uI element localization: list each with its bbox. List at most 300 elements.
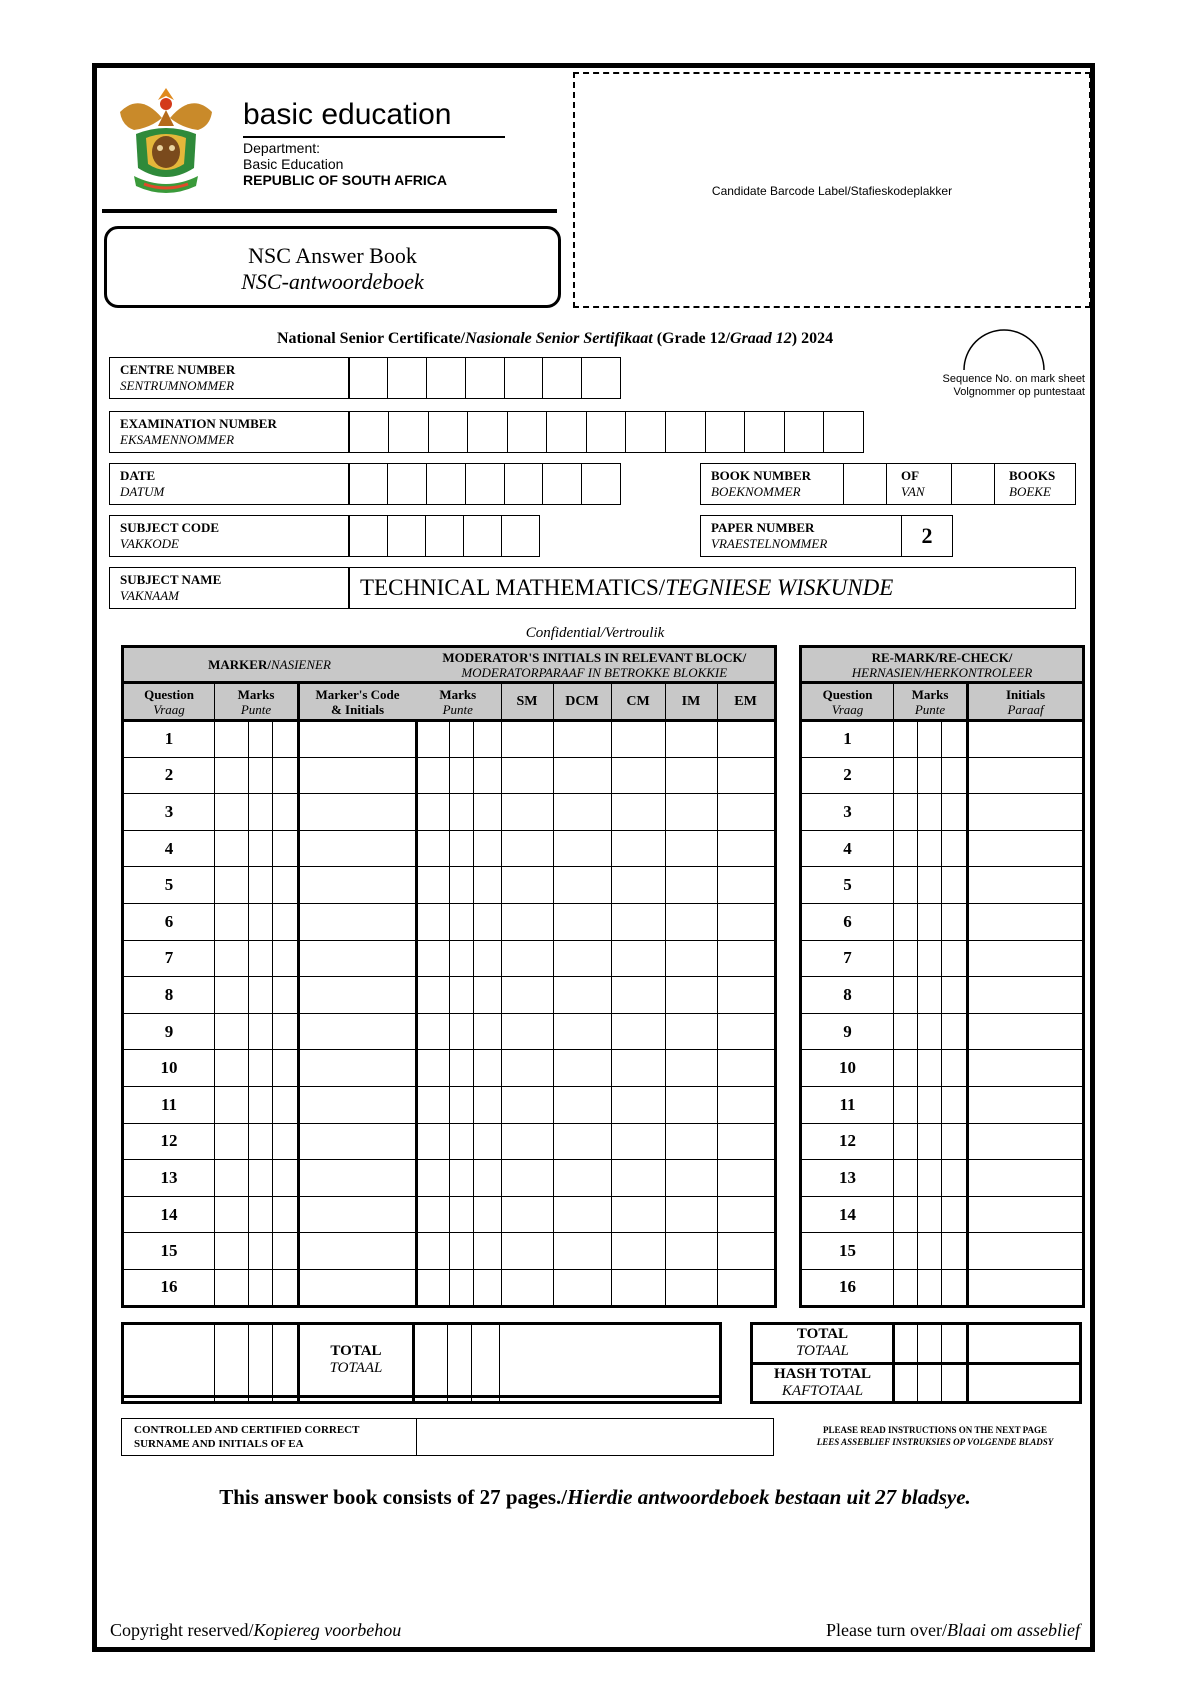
marks-cell[interactable] (249, 794, 273, 831)
moderator-initials-cell[interactable] (717, 977, 775, 1014)
moderator-marks-cell[interactable] (449, 1160, 473, 1197)
exam-digit[interactable] (626, 412, 666, 453)
remark-marks-cell[interactable] (942, 794, 968, 831)
marks-cell[interactable] (249, 1013, 273, 1050)
marks-cell[interactable] (273, 1160, 299, 1197)
marks-cell[interactable] (215, 1233, 249, 1270)
remark-marks-cell[interactable] (894, 977, 918, 1014)
remark-marks-cell[interactable] (942, 1160, 968, 1197)
remark-marks-cell[interactable] (918, 977, 942, 1014)
remark-marks-cell[interactable] (918, 1196, 942, 1233)
moderator-initials-cell[interactable] (665, 721, 717, 758)
moderator-initials-cell[interactable] (611, 1196, 665, 1233)
marks-cell[interactable] (215, 757, 249, 794)
marks-cell[interactable] (273, 903, 299, 940)
marks-cell[interactable] (273, 757, 299, 794)
remark-marks-cell[interactable] (942, 721, 968, 758)
moderator-initials-cell[interactable] (553, 903, 611, 940)
marks-cell[interactable] (273, 830, 299, 867)
moderator-initials-cell[interactable] (553, 830, 611, 867)
moderator-marks-cell[interactable] (415, 1123, 449, 1160)
remark-marks-cell[interactable] (942, 1233, 968, 1270)
barcode-label-box[interactable] (573, 72, 1091, 308)
marker-code-cell[interactable] (299, 867, 417, 904)
moderator-initials-cell[interactable] (717, 1013, 775, 1050)
moderator-initials-cell[interactable] (611, 867, 665, 904)
date-digit[interactable] (465, 464, 504, 505)
marks-cell[interactable] (273, 794, 299, 831)
moderator-marks-cell[interactable] (449, 903, 473, 940)
remark-marks-cell[interactable] (918, 1269, 942, 1306)
moderator-marks-cell[interactable] (473, 1233, 501, 1270)
marks-cell[interactable] (249, 1269, 273, 1306)
remark-initials-cell[interactable] (968, 940, 1084, 977)
marks-cell[interactable] (215, 1050, 249, 1087)
marks-cell[interactable] (249, 757, 273, 794)
remark-initials-cell[interactable] (968, 794, 1084, 831)
moderator-marks-cell[interactable] (473, 830, 501, 867)
moderator-initials-cell[interactable] (717, 1160, 775, 1197)
date-digit[interactable] (582, 464, 621, 505)
remark-initials-cell[interactable] (968, 1123, 1084, 1160)
centre-digit[interactable] (465, 358, 504, 399)
moderator-marks-cell[interactable] (415, 1233, 449, 1270)
moderator-initials-cell[interactable] (501, 1233, 553, 1270)
moderator-initials-cell[interactable] (611, 1050, 665, 1087)
remark-marks-cell[interactable] (918, 1233, 942, 1270)
remark-initials-cell[interactable] (968, 1013, 1084, 1050)
moderator-marks-cell[interactable] (449, 940, 473, 977)
moderator-marks-cell[interactable] (449, 867, 473, 904)
moderator-initials-cell[interactable] (501, 1086, 553, 1123)
marks-cell[interactable] (249, 1086, 273, 1123)
centre-digit[interactable] (427, 358, 466, 399)
marks-cell[interactable] (215, 940, 249, 977)
marks-cell[interactable] (215, 1013, 249, 1050)
total-cell[interactable] (273, 1324, 299, 1397)
remark-initials-cell[interactable] (968, 1086, 1084, 1123)
moderator-initials-cell[interactable] (553, 1050, 611, 1087)
total-cell[interactable] (500, 1324, 721, 1397)
marks-cell[interactable] (215, 1123, 249, 1160)
remark-marks-cell[interactable] (894, 1233, 918, 1270)
marker-code-cell[interactable] (299, 757, 417, 794)
ea-signature-field[interactable] (417, 1419, 774, 1456)
remark-marks-cell[interactable] (894, 1013, 918, 1050)
centre-digit[interactable] (349, 358, 388, 399)
moderator-initials-cell[interactable] (611, 1160, 665, 1197)
exam-digit[interactable] (824, 412, 864, 453)
moderator-initials-cell[interactable] (501, 830, 553, 867)
moderator-marks-cell[interactable] (473, 1269, 501, 1306)
exam-digit[interactable] (784, 412, 824, 453)
moderator-initials-cell[interactable] (717, 1050, 775, 1087)
remark-marks-cell[interactable] (918, 1160, 942, 1197)
marker-code-cell[interactable] (299, 977, 417, 1014)
moderator-marks-cell[interactable] (449, 1123, 473, 1160)
marks-cell[interactable] (249, 903, 273, 940)
marks-cell[interactable] (273, 1196, 299, 1233)
moderator-marks-cell[interactable] (449, 977, 473, 1014)
moderator-initials-cell[interactable] (717, 1086, 775, 1123)
marks-cell[interactable] (273, 1233, 299, 1270)
remark-marks-cell[interactable] (894, 903, 918, 940)
moderator-marks-cell[interactable] (449, 794, 473, 831)
marks-cell[interactable] (249, 1123, 273, 1160)
moderator-initials-cell[interactable] (553, 757, 611, 794)
remark-marks-cell[interactable] (918, 940, 942, 977)
subject-code-digit[interactable] (349, 516, 387, 557)
exam-digit[interactable] (745, 412, 785, 453)
moderator-initials-cell[interactable] (553, 940, 611, 977)
moderator-initials-cell[interactable] (553, 1196, 611, 1233)
marks-cell[interactable] (215, 1269, 249, 1306)
date-digit[interactable] (504, 464, 543, 505)
moderator-marks-cell[interactable] (449, 1013, 473, 1050)
total-cell[interactable] (215, 1324, 249, 1397)
remark-marks-cell[interactable] (942, 1086, 968, 1123)
date-digit[interactable] (349, 464, 388, 505)
remark-marks-cell[interactable] (918, 830, 942, 867)
marks-cell[interactable] (215, 1160, 249, 1197)
remark-marks-cell[interactable] (918, 1013, 942, 1050)
moderator-initials-cell[interactable] (501, 1013, 553, 1050)
marks-cell[interactable] (215, 1086, 249, 1123)
remark-marks-cell[interactable] (894, 940, 918, 977)
marks-cell[interactable] (215, 794, 249, 831)
moderator-initials-cell[interactable] (717, 940, 775, 977)
marks-cell[interactable] (249, 940, 273, 977)
marks-cell[interactable] (273, 1050, 299, 1087)
moderator-marks-cell[interactable] (473, 1086, 501, 1123)
moderator-initials-cell[interactable] (553, 1233, 611, 1270)
moderator-initials-cell[interactable] (717, 1233, 775, 1270)
subject-name-value[interactable]: TECHNICAL MATHEMATICS/TEGNIESE WISKUNDE (349, 568, 1076, 609)
remark-marks-cell[interactable] (894, 1196, 918, 1233)
remark-marks-cell[interactable] (918, 903, 942, 940)
moderator-marks-cell[interactable] (473, 940, 501, 977)
moderator-initials-cell[interactable] (501, 903, 553, 940)
marks-cell[interactable] (273, 977, 299, 1014)
moderator-initials-cell[interactable] (501, 1269, 553, 1306)
remark-marks-cell[interactable] (894, 794, 918, 831)
remark-initials-cell[interactable] (968, 830, 1084, 867)
subject-code-digit[interactable] (387, 516, 425, 557)
centre-digit[interactable] (388, 358, 427, 399)
moderator-marks-cell[interactable] (449, 1050, 473, 1087)
remark-marks-cell[interactable] (894, 721, 918, 758)
moderator-initials-cell[interactable] (501, 1196, 553, 1233)
moderator-initials-cell[interactable] (611, 940, 665, 977)
marks-cell[interactable] (215, 830, 249, 867)
moderator-initials-cell[interactable] (553, 1160, 611, 1197)
remark-initials-cell[interactable] (968, 757, 1084, 794)
marks-cell[interactable] (215, 867, 249, 904)
subject-code-digit[interactable] (425, 516, 463, 557)
remark-marks-cell[interactable] (918, 1123, 942, 1160)
marker-code-cell[interactable] (299, 830, 417, 867)
remark-initials-cell[interactable] (968, 1269, 1084, 1306)
moderator-initials-cell[interactable] (501, 1160, 553, 1197)
moderator-initials-cell[interactable] (665, 977, 717, 1014)
moderator-marks-cell[interactable] (449, 1086, 473, 1123)
total-cell[interactable] (472, 1324, 500, 1397)
remark-initials-cell[interactable] (968, 1196, 1084, 1233)
moderator-initials-cell[interactable] (611, 1086, 665, 1123)
moderator-initials-cell[interactable] (553, 721, 611, 758)
remark-initials-cell[interactable] (968, 1233, 1084, 1270)
moderator-marks-cell[interactable] (473, 867, 501, 904)
exam-digit[interactable] (428, 412, 468, 453)
total-cell[interactable] (249, 1324, 273, 1397)
exam-digit[interactable] (507, 412, 547, 453)
marker-code-cell[interactable] (299, 903, 417, 940)
moderator-initials-cell[interactable] (611, 1269, 665, 1306)
date-digit[interactable] (388, 464, 427, 505)
moderator-marks-cell[interactable] (415, 721, 449, 758)
total-cell[interactable] (414, 1324, 448, 1397)
moderator-marks-cell[interactable] (415, 1160, 449, 1197)
remark-marks-cell[interactable] (942, 1269, 968, 1306)
moderator-initials-cell[interactable] (553, 1123, 611, 1160)
exam-digit[interactable] (468, 412, 508, 453)
moderator-marks-cell[interactable] (473, 903, 501, 940)
marks-cell[interactable] (273, 1013, 299, 1050)
total-cell[interactable] (123, 1324, 215, 1397)
moderator-initials-cell[interactable] (665, 757, 717, 794)
moderator-initials-cell[interactable] (553, 794, 611, 831)
remark-marks-cell[interactable] (942, 1013, 968, 1050)
marker-code-cell[interactable] (299, 1269, 417, 1306)
marks-cell[interactable] (273, 1269, 299, 1306)
remark-initials-cell[interactable] (968, 1050, 1084, 1087)
exam-digit[interactable] (349, 412, 389, 453)
moderator-initials-cell[interactable] (553, 1013, 611, 1050)
marker-code-cell[interactable] (299, 1123, 417, 1160)
paper-number-value[interactable]: 2 (902, 516, 953, 557)
marks-cell[interactable] (249, 1160, 273, 1197)
moderator-initials-cell[interactable] (611, 721, 665, 758)
moderator-marks-cell[interactable] (473, 977, 501, 1014)
remark-marks-cell[interactable] (942, 867, 968, 904)
moderator-marks-cell[interactable] (415, 757, 449, 794)
remark-marks-cell[interactable] (942, 977, 968, 1014)
moderator-initials-cell[interactable] (665, 940, 717, 977)
centre-digit[interactable] (504, 358, 543, 399)
moderator-marks-cell[interactable] (415, 830, 449, 867)
marks-cell[interactable] (273, 721, 299, 758)
remark-marks-cell[interactable] (918, 794, 942, 831)
marks-cell[interactable] (249, 830, 273, 867)
moderator-initials-cell[interactable] (501, 867, 553, 904)
exam-digit[interactable] (705, 412, 745, 453)
marker-code-cell[interactable] (299, 940, 417, 977)
remark-marks-cell[interactable] (894, 1123, 918, 1160)
moderator-marks-cell[interactable] (415, 1050, 449, 1087)
moderator-initials-cell[interactable] (665, 1050, 717, 1087)
moderator-marks-cell[interactable] (449, 1269, 473, 1306)
exam-digit[interactable] (666, 412, 706, 453)
moderator-initials-cell[interactable] (501, 1050, 553, 1087)
marker-code-cell[interactable] (299, 1050, 417, 1087)
marks-cell[interactable] (273, 867, 299, 904)
moderator-marks-cell[interactable] (449, 830, 473, 867)
centre-digit[interactable] (582, 358, 621, 399)
book-number-input[interactable] (844, 464, 887, 505)
moderator-initials-cell[interactable] (553, 977, 611, 1014)
marker-code-cell[interactable] (299, 721, 417, 758)
marker-code-cell[interactable] (299, 1086, 417, 1123)
remark-marks-cell[interactable] (942, 757, 968, 794)
remark-marks-cell[interactable] (918, 867, 942, 904)
moderator-marks-cell[interactable] (415, 940, 449, 977)
marks-cell[interactable] (249, 977, 273, 1014)
total-cell[interactable] (448, 1324, 472, 1397)
remark-marks-cell[interactable] (942, 903, 968, 940)
marks-cell[interactable] (249, 867, 273, 904)
marker-code-cell[interactable] (299, 1160, 417, 1197)
moderator-marks-cell[interactable] (415, 1086, 449, 1123)
moderator-initials-cell[interactable] (717, 1123, 775, 1160)
exam-digit[interactable] (547, 412, 587, 453)
remark-initials-cell[interactable] (968, 1160, 1084, 1197)
moderator-marks-cell[interactable] (473, 1050, 501, 1087)
moderator-initials-cell[interactable] (501, 1123, 553, 1160)
marks-cell[interactable] (215, 903, 249, 940)
moderator-initials-cell[interactable] (665, 1233, 717, 1270)
remark-marks-cell[interactable] (894, 757, 918, 794)
marks-cell[interactable] (273, 1086, 299, 1123)
moderator-initials-cell[interactable] (665, 830, 717, 867)
centre-digit[interactable] (543, 358, 582, 399)
remark-initials-cell[interactable] (968, 977, 1084, 1014)
moderator-initials-cell[interactable] (717, 1269, 775, 1306)
moderator-initials-cell[interactable] (665, 1086, 717, 1123)
marker-code-cell[interactable] (299, 1233, 417, 1270)
moderator-initials-cell[interactable] (501, 940, 553, 977)
moderator-marks-cell[interactable] (473, 1013, 501, 1050)
moderator-marks-cell[interactable] (415, 1013, 449, 1050)
remark-marks-cell[interactable] (894, 1160, 918, 1197)
moderator-marks-cell[interactable] (449, 1196, 473, 1233)
marks-cell[interactable] (249, 1050, 273, 1087)
moderator-marks-cell[interactable] (415, 1269, 449, 1306)
moderator-initials-cell[interactable] (611, 794, 665, 831)
remark-marks-cell[interactable] (918, 1086, 942, 1123)
moderator-initials-cell[interactable] (665, 1269, 717, 1306)
moderator-marks-cell[interactable] (449, 1233, 473, 1270)
moderator-initials-cell[interactable] (717, 757, 775, 794)
marks-cell[interactable] (273, 1123, 299, 1160)
remark-initials-cell[interactable] (968, 867, 1084, 904)
moderator-initials-cell[interactable] (665, 867, 717, 904)
moderator-marks-cell[interactable] (415, 867, 449, 904)
moderator-marks-cell[interactable] (415, 1196, 449, 1233)
moderator-initials-cell[interactable] (501, 977, 553, 1014)
remark-marks-cell[interactable] (918, 1050, 942, 1087)
remark-marks-cell[interactable] (942, 940, 968, 977)
moderator-marks-cell[interactable] (449, 721, 473, 758)
moderator-marks-cell[interactable] (473, 721, 501, 758)
moderator-initials-cell[interactable] (553, 1269, 611, 1306)
marks-cell[interactable] (215, 1196, 249, 1233)
remark-marks-cell[interactable] (894, 867, 918, 904)
moderator-marks-cell[interactable] (449, 757, 473, 794)
moderator-initials-cell[interactable] (665, 794, 717, 831)
date-digit[interactable] (427, 464, 466, 505)
exam-digit[interactable] (586, 412, 626, 453)
remark-marks-cell[interactable] (942, 1050, 968, 1087)
moderator-initials-cell[interactable] (717, 794, 775, 831)
remark-marks-cell[interactable] (894, 1086, 918, 1123)
remark-marks-cell[interactable] (894, 1269, 918, 1306)
moderator-marks-cell[interactable] (473, 757, 501, 794)
moderator-initials-cell[interactable] (717, 721, 775, 758)
date-digit[interactable] (543, 464, 582, 505)
moderator-initials-cell[interactable] (665, 1160, 717, 1197)
marks-cell[interactable] (249, 1233, 273, 1270)
remark-marks-cell[interactable] (942, 1196, 968, 1233)
moderator-initials-cell[interactable] (717, 1196, 775, 1233)
remark-marks-cell[interactable] (918, 757, 942, 794)
moderator-initials-cell[interactable] (717, 903, 775, 940)
moderator-initials-cell[interactable] (717, 830, 775, 867)
moderator-initials-cell[interactable] (611, 1013, 665, 1050)
moderator-initials-cell[interactable] (665, 1123, 717, 1160)
remark-marks-cell[interactable] (918, 721, 942, 758)
moderator-initials-cell[interactable] (665, 1013, 717, 1050)
remark-marks-cell[interactable] (894, 830, 918, 867)
marker-code-cell[interactable] (299, 1196, 417, 1233)
moderator-initials-cell[interactable] (611, 1123, 665, 1160)
marks-cell[interactable] (215, 721, 249, 758)
moderator-initials-cell[interactable] (717, 867, 775, 904)
marks-cell[interactable] (273, 940, 299, 977)
remark-marks-cell[interactable] (894, 1050, 918, 1087)
subject-code-digit[interactable] (501, 516, 539, 557)
marker-code-cell[interactable] (299, 794, 417, 831)
moderator-initials-cell[interactable] (611, 1233, 665, 1270)
moderator-marks-cell[interactable] (473, 1196, 501, 1233)
marks-cell[interactable] (215, 977, 249, 1014)
moderator-initials-cell[interactable] (611, 977, 665, 1014)
books-total-input[interactable] (952, 464, 995, 505)
moderator-marks-cell[interactable] (415, 977, 449, 1014)
remark-marks-cell[interactable] (942, 830, 968, 867)
moderator-initials-cell[interactable] (501, 757, 553, 794)
moderator-marks-cell[interactable] (415, 794, 449, 831)
moderator-initials-cell[interactable] (553, 1086, 611, 1123)
remark-initials-cell[interactable] (968, 721, 1084, 758)
moderator-initials-cell[interactable] (611, 903, 665, 940)
moderator-marks-cell[interactable] (473, 1160, 501, 1197)
moderator-initials-cell[interactable] (665, 903, 717, 940)
moderator-marks-cell[interactable] (415, 903, 449, 940)
subject-code-digit[interactable] (463, 516, 501, 557)
marks-cell[interactable] (249, 721, 273, 758)
moderator-initials-cell[interactable] (501, 794, 553, 831)
marker-code-cell[interactable] (299, 1013, 417, 1050)
moderator-initials-cell[interactable] (611, 830, 665, 867)
moderator-initials-cell[interactable] (665, 1196, 717, 1233)
moderator-marks-cell[interactable] (473, 1123, 501, 1160)
moderator-marks-cell[interactable] (473, 794, 501, 831)
moderator-initials-cell[interactable] (501, 721, 553, 758)
marks-cell[interactable] (249, 1196, 273, 1233)
moderator-initials-cell[interactable] (553, 867, 611, 904)
remark-marks-cell[interactable] (942, 1123, 968, 1160)
moderator-initials-cell[interactable] (611, 757, 665, 794)
